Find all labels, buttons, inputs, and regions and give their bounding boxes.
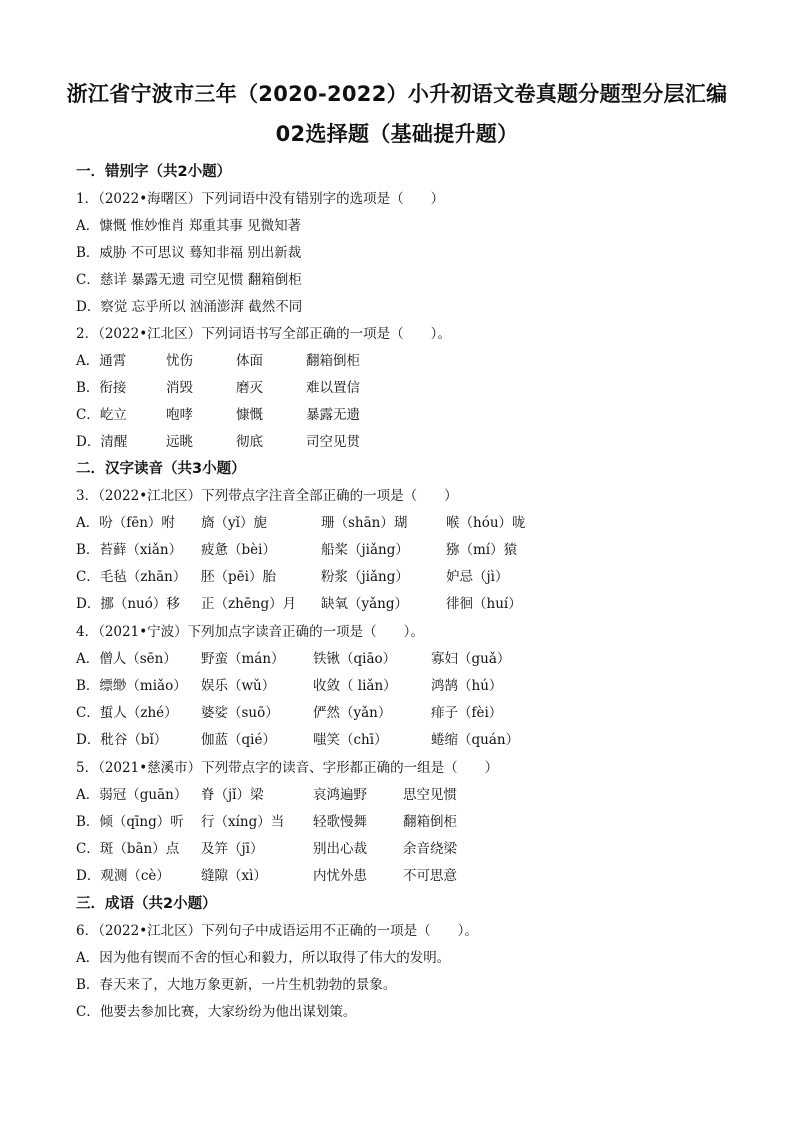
- document-title: 浙江省宁波市三年（2020-2022）小升初语文卷真题分题型分层汇编: [66, 82, 728, 106]
- question-5-option-row: [76, 783, 716, 803]
- option-label: C．屹立: [76, 407, 127, 423]
- document-subtitle: 02选择题（基础提升题）: [275, 122, 519, 146]
- option-cell: 缺氧（yǎng）: [321, 596, 409, 612]
- option-cell: 蜷缩（quán）: [431, 732, 520, 748]
- option-cell: 不可思意: [403, 868, 457, 884]
- option-cell: 徘徊（huí）: [446, 596, 522, 612]
- section-heading-typos: 一．错别字（共2小题）: [76, 164, 232, 180]
- option-cell: 猕（mí）猿: [446, 542, 518, 558]
- option-word: 消毁: [166, 380, 193, 396]
- section-heading-idioms: 三．成语（共2小题）: [76, 896, 217, 912]
- question-1-stem: 1．（2022•海曙区）下列词语中没有错别字的选项是（ ）: [76, 191, 445, 207]
- option-cell: 轻歌慢舞: [313, 814, 367, 830]
- option-cell: C．斑（bān）点: [76, 841, 180, 857]
- option-cell: 喉（hóu）咙: [446, 515, 526, 531]
- option-word: 难以置信: [306, 380, 360, 396]
- question-5-option-row: [76, 810, 716, 830]
- question-2-option-row: [76, 376, 716, 396]
- question-2-stem: 2．（2022•江北区）下列词语书写全部正确的一项是（ ）。: [76, 326, 451, 342]
- question-1-option-a: A．慷慨 惟妙惟肖 郑重其事 见微知著: [76, 218, 302, 234]
- option-cell: 收敛（ liǎn）: [313, 678, 397, 694]
- option-cell: 及笄（jī）: [201, 841, 264, 857]
- option-cell: A．僧人（sēn）: [76, 651, 177, 667]
- option-cell: 野蛮（mán）: [201, 651, 285, 667]
- option-cell: 别出心裁: [313, 841, 367, 857]
- question-2-option-row: [76, 430, 716, 450]
- option-cell: 嗤笑（chī）: [313, 732, 388, 748]
- option-word: 彻底: [236, 434, 263, 450]
- question-4-option-row: [76, 674, 716, 694]
- option-cell: D．观测（cè）: [76, 868, 170, 884]
- option-label: A．通霄: [76, 353, 127, 369]
- question-3-stem: 3．（2022•江北区）下列带点字注音全部正确的一项是（ ）: [76, 488, 458, 504]
- option-cell: 粉浆（jiǎng）: [321, 569, 409, 585]
- option-cell: 妒忌（jì）: [446, 569, 509, 585]
- question-4-option-row: [76, 701, 716, 721]
- question-5-option-row: [76, 864, 716, 884]
- option-cell: 翻箱倒柜: [403, 814, 457, 830]
- option-cell: 内忧外患: [313, 868, 367, 884]
- option-cell: 脊（jǐ）梁: [201, 787, 264, 803]
- option-cell: 寡妇（guǎ）: [431, 651, 511, 667]
- question-4-option-row: [76, 647, 716, 667]
- option-cell: 痱子（fèi）: [431, 705, 503, 721]
- question-6-option-b: B．春天来了，大地万象更新，一片生机勃勃的景象。: [76, 977, 397, 993]
- question-6-option-a: A．因为他有锲而不舍的恒心和毅力，所以取得了伟大的发明。: [76, 950, 451, 966]
- option-cell: 俨然（yǎn）: [313, 705, 392, 721]
- option-cell: 伽蓝（qié）: [201, 732, 276, 748]
- option-cell: 旖（yǐ）旎: [201, 515, 267, 531]
- option-cell: D．秕谷（bǐ）: [76, 732, 168, 748]
- option-cell: 行（xíng）当: [201, 814, 285, 830]
- question-3-option-row: [76, 565, 716, 585]
- option-word: 远眺: [166, 434, 193, 450]
- option-word: 体面: [236, 353, 263, 369]
- option-word: 慷慨: [236, 407, 263, 423]
- option-cell: 余音绕梁: [403, 841, 457, 857]
- option-word: 司空见贯: [306, 434, 360, 450]
- option-cell: C．毛毡（zhān）: [76, 569, 187, 585]
- option-label: D．清醒: [76, 434, 128, 450]
- question-3-option-row: [76, 592, 716, 612]
- option-cell: 船桨（jiǎng）: [321, 542, 409, 558]
- question-1-option-d: D．察觉 忘乎所以 汹涌澎湃 截然不同: [76, 299, 303, 315]
- option-cell: 鸿鹄（hú）: [431, 678, 503, 694]
- question-4-option-row: [76, 728, 716, 748]
- question-5-option-row: [76, 837, 716, 857]
- option-label: B．衔接: [76, 380, 127, 396]
- question-2-option-row: [76, 349, 716, 369]
- question-3-option-row: [76, 538, 716, 558]
- option-cell: 缝隙（xì）: [201, 868, 267, 884]
- option-cell: 娱乐（wǔ）: [201, 678, 276, 694]
- option-word: 忧伤: [166, 353, 193, 369]
- option-word: 磨灭: [236, 380, 263, 396]
- question-1-option-b: B．威胁 不可思议 蓦知非福 别出新裁: [76, 245, 302, 261]
- question-5-stem: 5．（2021•慈溪市）下列带点字的读音、字形都正确的一组是（ ）: [76, 760, 499, 776]
- section-heading-pronunciation: 二．汉字读音（共3小题）: [76, 461, 246, 477]
- option-cell: 婆娑（suō）: [201, 705, 279, 721]
- question-6-stem: 6．（2022•江北区）下列句子中成语运用不正确的一项是（ ）。: [76, 923, 478, 939]
- option-cell: 思空见惯: [403, 787, 457, 803]
- option-word: 翻箱倒柜: [306, 353, 360, 369]
- question-2-option-row: [76, 403, 716, 423]
- option-cell: 正（zhēng）月: [201, 596, 297, 612]
- question-3-option-row: [76, 511, 716, 531]
- option-cell: 哀鸿遍野: [313, 787, 367, 803]
- option-cell: A．弱冠（guān）: [76, 787, 188, 803]
- question-1-option-c: C．慈详 暴露无遗 司空见惯 翻箱倒柜: [76, 272, 302, 288]
- option-cell: 疲惫（bèi）: [201, 542, 276, 558]
- option-word: 咆哮: [166, 407, 193, 423]
- option-cell: B．倾（qīng）听: [76, 814, 184, 830]
- option-cell: A．吩（fēn）咐: [76, 515, 175, 531]
- option-cell: 胚（pēi）胎: [201, 569, 276, 585]
- question-4-stem: 4．（2021•宁波）下列加点字读音正确的一项是（ ）。: [76, 624, 424, 640]
- option-cell: 珊（shān）瑚: [321, 515, 408, 531]
- option-cell: D．挪（nuó）移: [76, 596, 180, 612]
- option-word: 暴露无遗: [306, 407, 360, 423]
- option-cell: B．缥缈（miǎo）: [76, 678, 187, 694]
- option-cell: C．蜇人（zhé）: [76, 705, 178, 721]
- option-cell: B．苔藓（xiǎn）: [76, 542, 183, 558]
- option-cell: 铁锹（qiāo）: [313, 651, 397, 667]
- question-6-option-c: C．他要去参加比赛，大家纷纷为他出谋划策。: [76, 1004, 357, 1020]
